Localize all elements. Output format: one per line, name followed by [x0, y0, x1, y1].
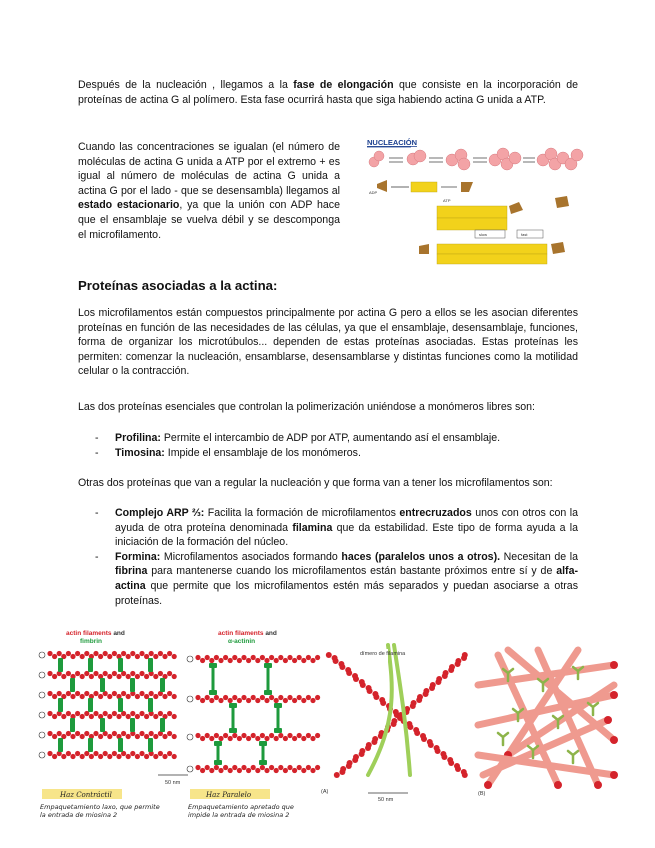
- svg-text:α-actinin: α-actinin: [228, 638, 256, 645]
- svg-text:slow: slow: [479, 232, 488, 237]
- paragraph-proteinas-esenciales: Las dos proteínas esenciales que controlan la polimerización uniéndose a monómeros libres son:: [78, 401, 535, 413]
- list-item-timosina: - Timosina: Impide el ensamblaje de los monómeros.: [95, 446, 361, 459]
- paragraph-elongation: Después de la nucleación , llegamos a la fase de elongación que consiste en la incorporación de proteínas de actina G al polímero. Esta fase ocurrirá hasta que siga habiendo actina G unida a ATP.: [78, 79, 578, 106]
- svg-text:ATP: ATP: [443, 198, 451, 203]
- label-haz-paralelo: Haz Paralelo: [206, 791, 252, 799]
- actin-bundles-figure: [38, 625, 618, 830]
- note-contractil: Empaquetamiento laxo, que permite la entrada de miosina 2: [40, 803, 160, 819]
- paragraph-estado-estacionario: Cuando las concentraciones se igualan (el número de moléculas de actina G unida a ATP por el extremo + es igual al número de moléculas de actina G unida a actina G por el lado - que se desensambla) llegamos al estado estacionario, ya que la unión con ADP hace que el ensamblaje se vuelva débil y se descomponga el microfilamento.: [78, 141, 340, 241]
- essential-proteins-list: [95, 431, 578, 460]
- svg-text:(B): (B): [478, 791, 486, 797]
- label-haz-contractil: Haz Contráctil: [60, 791, 112, 799]
- filamin-crosslink-panel: [326, 645, 468, 778]
- actin-bundles-svg: [38, 625, 618, 830]
- nucleation-diagram-svg: [365, 136, 585, 266]
- svg-text:actin filaments and: actin filaments and: [218, 630, 277, 637]
- svg-text:ADP: ADP: [369, 190, 378, 195]
- term-estado-estacionario: estado estacionario: [78, 199, 180, 212]
- paragraph-otras-proteinas: Otras dos proteínas que van a regular la nucleación y que forma van a tener los microfilamentos son:: [78, 477, 553, 489]
- svg-text:actin filaments and: actin filaments and: [66, 630, 125, 637]
- paragraph-proteinas-asociadas: Los microfilamentos están compuestos principalmente por actina G pero a ellos se les asocian diferentes proteínas en función de las necesidades de las células, ya que el ensamblaje, desensamblaje, funciones, forma de organizar los microtúbulos... dependen de estas proteínas asociadas. Estas proteínas les permiten: comenzar la nucleación, ensamblarse, desensamblarse y distintas funciones como la motilidad celular o la contracción.: [78, 307, 578, 378]
- svg-text:fimbrin: fimbrin: [80, 638, 103, 645]
- parallel-bundle: [187, 655, 320, 773]
- atp-filament: [411, 182, 437, 192]
- elongation-filaments: [419, 196, 569, 264]
- list-item-profilina: - Profilina: Permite el intercambio de ADP por ATP, aumentando así el ensamblaje.: [95, 432, 501, 444]
- dimer-label: dímero de filamina: [360, 651, 406, 657]
- g-actin-monomers: [369, 148, 583, 170]
- svg-text:fast: fast: [521, 232, 528, 237]
- atp-monomer-icon: [461, 182, 473, 192]
- regulatory-proteins-list: [95, 506, 578, 608]
- nucleation-diagram: [365, 136, 585, 266]
- scale-bar-label: 50 nm: [165, 780, 181, 786]
- list-item-formina: - Formina: Microfilamentos asociados formando haces (paralelos unos a otros). Necesitan de la fibrina para mantenerse cuando los microfilamentos están bastante próximos entre sí y de alfa-actina que permite que los microfilamentos estén más separados y puedan asociarse a otras proteínas.: [95, 550, 578, 607]
- term-fase-elongacion: fase de elongación: [293, 79, 394, 91]
- contractile-bundle: [39, 651, 177, 759]
- adp-monomer-icon: [369, 180, 387, 195]
- svg-text:(A): (A): [321, 789, 329, 795]
- section-heading: Proteínas asociadas a la actina:: [78, 278, 278, 293]
- actin-mesh-panel: [478, 647, 618, 789]
- note-paralelo: Empaquetamiento apretado que impide la entrada de miosina 2: [188, 803, 294, 819]
- svg-text:50 nm: 50 nm: [378, 797, 394, 803]
- nucleation-title: NUCLEACIÓN: [367, 138, 417, 147]
- list-item-complejo-arp: - Complejo ARP ⅔: Facilita la formación de microfilamentos entrecruzados unos con otros con la ayuda de otra proteína denominada filamina que da estabilidad. Este tipo de forma ayuda a la iniciación de la formación del núcleo.: [95, 507, 578, 549]
